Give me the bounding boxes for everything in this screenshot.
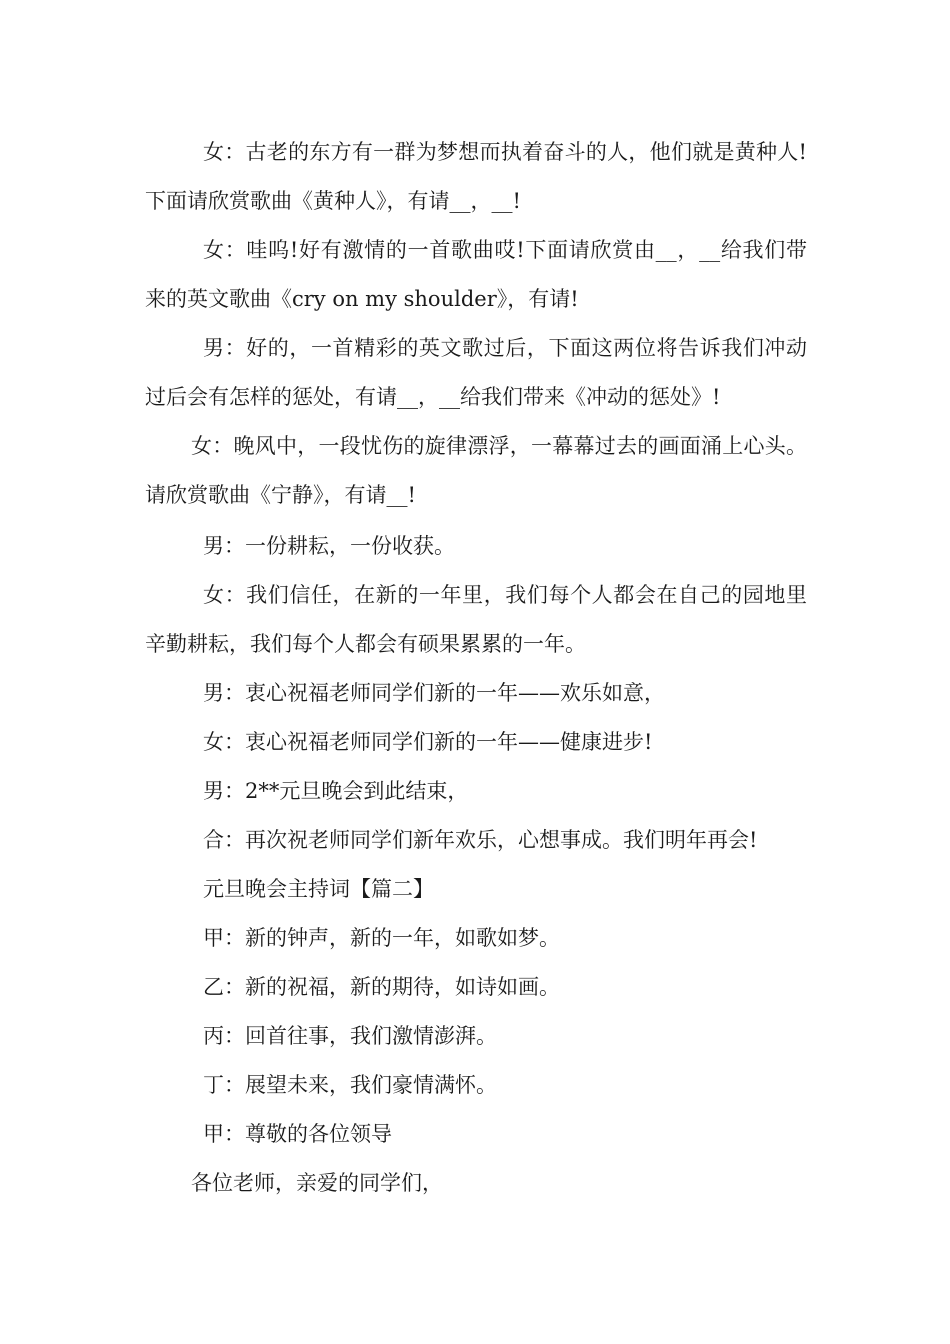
script-block-2	[145, 422, 807, 520]
paragraph-1: 女：古老的东方有一群为梦想而执着奋斗的人，他们就是黄种人!下面请欣赏歌曲《黄种人》，有请__，__!	[145, 140, 807, 213]
paragraph-12: 甲：新的钟声，新的一年，如歌如梦。	[203, 926, 560, 950]
paragraph-16: 甲：尊敬的各位领导	[203, 1122, 392, 1146]
paragraph-3: 男：好的，一首精彩的英文歌过后，下面这两位将告诉我们冲动过后会有怎样的惩处，有请__，__给我们带来《冲动的惩处》!	[145, 336, 807, 409]
paragraph-9: 男：2**元旦晚会到此结束，	[203, 779, 469, 803]
paragraph-4: 女：晚风中，一段忧伤的旋律漂浮，一幕幕过去的画面涌上心头。请欣赏歌曲《宁静》，有请__!	[145, 434, 807, 507]
paragraph-13: 乙：新的祝福，新的期待，如诗如画。	[203, 975, 560, 999]
paragraph-5: 男：一份耕耘，一份收获。	[203, 534, 455, 558]
paragraph-2: 女：哇呜!好有激情的一首歌曲哎!下面请欣赏由__，__给我们带来的英文歌曲《cry on my shoulder》，有请!	[145, 238, 807, 311]
paragraph-17: 各位老师，亲爱的同学们，	[191, 1171, 443, 1195]
paragraph-7: 男：衷心祝福老师同学们新的一年——欢乐如意，	[203, 681, 665, 705]
section-heading: 元旦晚会主持词【篇二】	[203, 877, 434, 901]
script-block-3	[145, 522, 807, 1208]
paragraph-6: 女：我们信任，在新的一年里，我们每个人都会在自己的园地里辛勤耕耘，我们每个人都会有硕果累累的一年。	[145, 583, 807, 656]
paragraph-15: 丁：展望未来，我们豪情满怀。	[203, 1073, 497, 1097]
paragraph-14: 丙：回首往事，我们激情澎湃。	[203, 1024, 497, 1048]
paragraph-10: 合：再次祝老师同学们新年欢乐，心想事成。我们明年再会!	[203, 828, 758, 852]
script-block-1	[145, 128, 807, 422]
paragraph-8: 女：衷心祝福老师同学们新的一年——健康进步!	[203, 730, 653, 754]
